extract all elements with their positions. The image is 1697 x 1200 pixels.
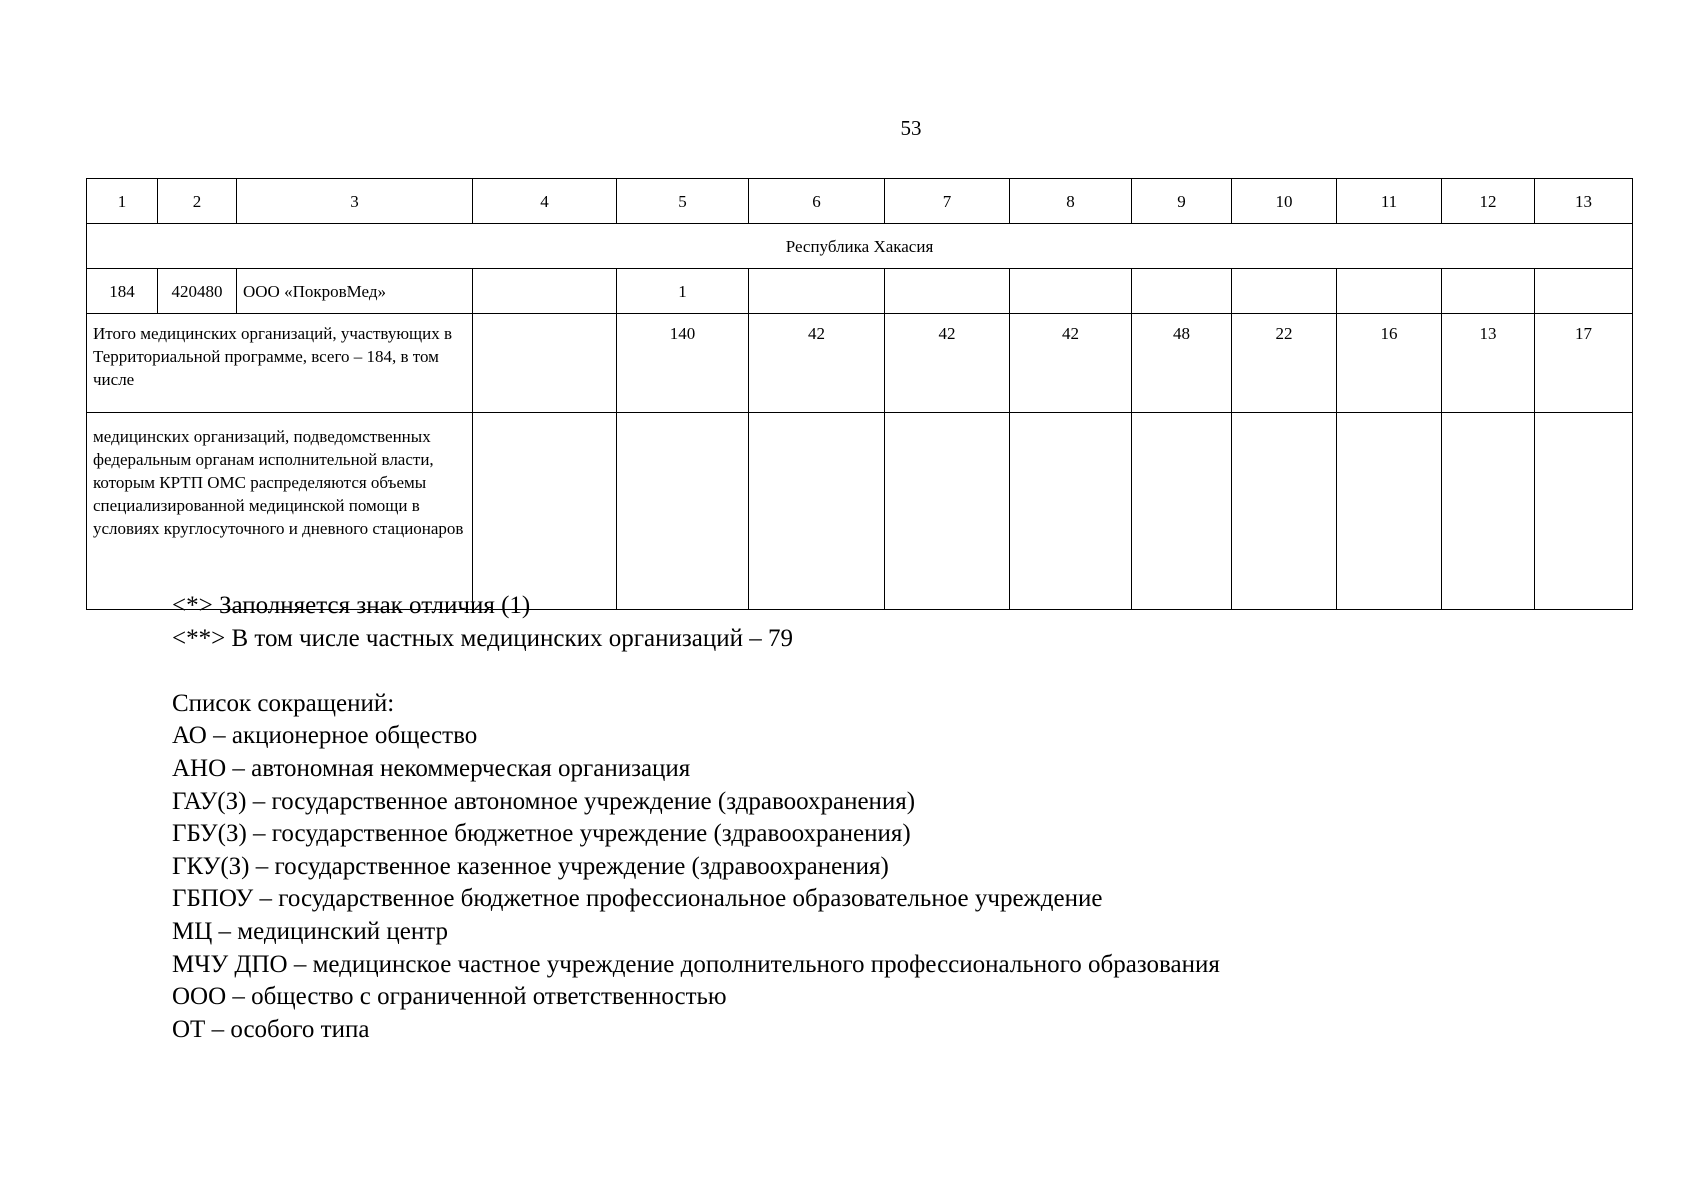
abbreviation-item: АНО – автономная некоммерческая организация (172, 754, 691, 782)
table-cell (1010, 269, 1132, 314)
spacer (172, 655, 1220, 688)
table-cell (1232, 269, 1337, 314)
table-cell (473, 413, 617, 610)
region-row (87, 224, 1633, 269)
footer-notes (172, 590, 1220, 1046)
table-cell (1337, 413, 1442, 610)
table-cell (1132, 269, 1232, 314)
row-number: 184 (87, 269, 158, 314)
table-cell (1442, 413, 1535, 610)
table-cell (1010, 413, 1132, 610)
table-cell: 13 (1442, 314, 1535, 413)
column-number: 10 (1232, 179, 1337, 224)
abbreviation-item: ОТ – особого типа (172, 1015, 370, 1043)
table-row (87, 269, 1633, 314)
column-number: 6 (749, 179, 885, 224)
abbreviation-item: ООО – общество с ограниченной ответственностью (172, 983, 727, 1011)
footnote: <*> Заполняется знак отличия (1) (172, 592, 531, 619)
abbreviation-item: ГБПОУ – государственное бюджетное профессиональное образовательное учреждение (172, 885, 1103, 913)
column-number: 2 (158, 179, 237, 224)
table-cell (749, 413, 885, 610)
total-label: Итого медицинских организаций, участвующих в Территориальной программе, всего – 184, в том числе (87, 314, 473, 413)
table-cell: 16 (1337, 314, 1442, 413)
table-cell (749, 269, 885, 314)
abbreviation-item: ГКУ(З) – государственное казенное учреждение (здравоохранения) (172, 852, 889, 880)
table-cell (1535, 413, 1633, 610)
federal-label: медицинских организаций, подведомственных федеральным органам исполнительной власти, которым КРТП ОМС распределяются объемы специализированной медицинской помощи в условиях круглосуточного и дневного стационаров (87, 413, 473, 610)
abbreviation-item: МЦ – медицинский центр (172, 917, 448, 945)
column-number: 3 (237, 179, 473, 224)
abbreviation-item: МЧУ ДПО – медицинское частное учреждение дополнительного профессионального образования (172, 950, 1220, 978)
region-label: Республика Хакасия (87, 224, 1633, 269)
abbreviation-item: АО – акционерное общество (172, 722, 478, 750)
column-number: 7 (885, 179, 1010, 224)
org-name: ООО «ПокровМед» (237, 269, 473, 314)
federal-row (87, 413, 1633, 610)
column-number: 11 (1337, 179, 1442, 224)
table-cell: 42 (749, 314, 885, 413)
org-code: 420480 (158, 269, 237, 314)
column-number: 13 (1535, 179, 1633, 224)
abbreviation-item: ГАУ(З) – государственное автономное учреждение (здравоохранения) (172, 787, 916, 815)
table-cell (473, 314, 617, 413)
table-cell (1232, 413, 1337, 610)
table-cell (1132, 413, 1232, 610)
total-row (87, 314, 1633, 413)
table-cell (1442, 269, 1535, 314)
table-cell: 22 (1232, 314, 1337, 413)
table-cell (1337, 269, 1442, 314)
organizations-table (86, 178, 1633, 610)
footnote: <**> В том числе частных медицинских организаций – 79 (172, 624, 793, 652)
abbreviation-item: ГБУ(З) – государственное бюджетное учреждение (здравоохранения) (172, 820, 911, 848)
table-cell: 17 (1535, 314, 1633, 413)
table-cell (473, 269, 617, 314)
column-number-row (87, 179, 1633, 224)
table-cell: 140 (617, 314, 749, 413)
table-cell (885, 413, 1010, 610)
table-cell (885, 269, 1010, 314)
column-number: 9 (1132, 179, 1232, 224)
table-cell (617, 413, 749, 610)
table-cell: 1 (617, 269, 749, 314)
column-number: 12 (1442, 179, 1535, 224)
table-cell: 42 (885, 314, 1010, 413)
column-number: 8 (1010, 179, 1132, 224)
column-number: 1 (87, 179, 158, 224)
column-number: 4 (473, 179, 617, 224)
table-cell: 42 (1010, 314, 1132, 413)
abbreviations-title: Список сокращений: (172, 689, 395, 717)
page-number: 53 (900, 116, 922, 140)
column-number: 5 (617, 179, 749, 224)
table-cell: 48 (1132, 314, 1232, 413)
table-cell (1535, 269, 1633, 314)
